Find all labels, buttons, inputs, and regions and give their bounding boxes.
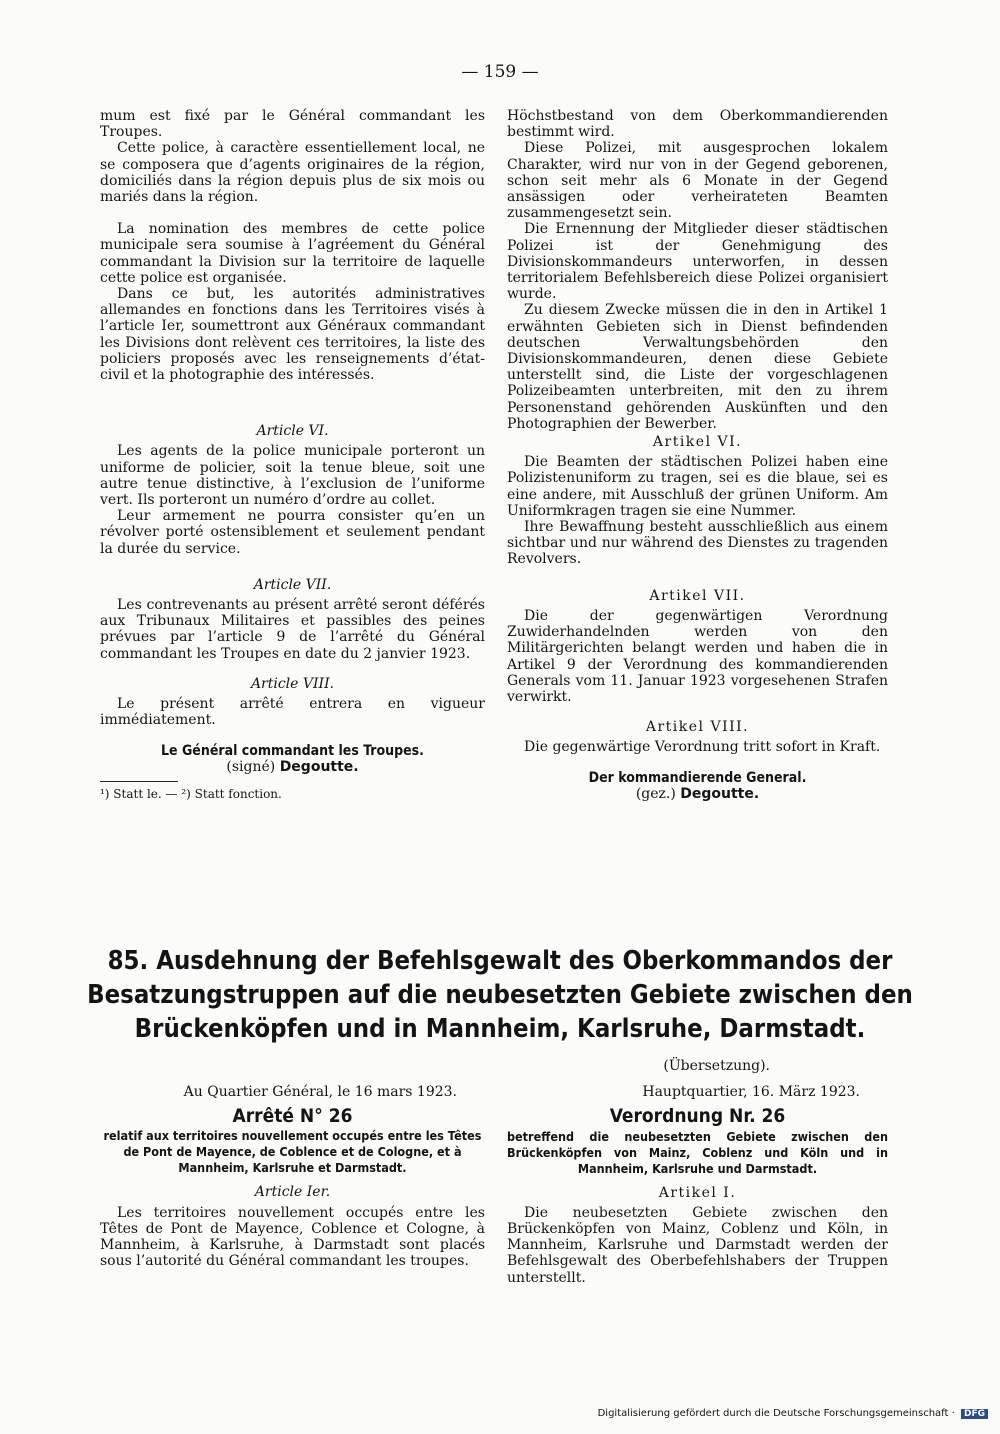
german-article-7-paragraph-1: Die der gegenwärtigen Verordnung Zuwiderhandelnden werden von den Militärgerichten belangt werden und haben die in Artikel 9 der Verordnung des kommandierenden Generals vom 11. Januar 1923 vorgesehenen Strafen verwirkt. (507, 607, 888, 705)
german-decree-column (507, 1058, 888, 1286)
credit-text: Digitalisierung gefördert durch die Deutsche Forschungsgemeinschaft · (597, 1408, 955, 1419)
french-paragraph-1: mum est fixé par le Général commandant les Troupes. (100, 108, 485, 141)
german-article-1-heading: Artikel I. (658, 1184, 737, 1201)
german-paragraph-3: Die Ernennung der Mitglieder dieser städtischen Polizei ist der Genehmigung des Divisionskommandeurs unterworfen, in dessen territorialem Befehlsbereich diese Polizei organisiert wurde. (507, 221, 888, 303)
french-article-7-paragraph-1: Les contrevenants au présent arrêté seront déférés aux Tribunaux Militaires et passibles des peines prévues par l’article 9 de l’arrêté du Général commandant les Troupes en date du 2 janvier 1923. (100, 597, 485, 662)
page-number: — 159 — (461, 62, 539, 82)
french-article-7-heading: Article VII. (253, 576, 332, 593)
german-article-1-paragraph-1: Die neubesetzten Gebiete zwischen den Brückenköpfen von Mainz, Coblenz und Köln, in Mannheim, Karlsruhe und Darmstadt werden der Befehlsgewalt des Oberbefehlshabers der Truppen unterstellt. (507, 1204, 888, 1286)
french-paragraph-3: La nomination des membres de cette police municipale sera soumise à l’agréement du Général commandant la Division sur la territoire de laquelle cette police est organisée. (100, 221, 485, 286)
french-place-date: Au Quartier Général, le 16 mars 1923. (183, 1084, 457, 1100)
french-article-6-paragraph-2: Leur armement ne pourra consister qu’en un révolver porté ostensiblement et seulement pendant la durée du service. (100, 508, 485, 557)
translation-note: (Übersetzung). (663, 1058, 770, 1074)
french-column (100, 108, 485, 802)
german-article-6-heading: Artikel VI. (652, 434, 743, 451)
dfg-logo: DFG (961, 1409, 988, 1419)
french-article-1-paragraph-1: Les territoires nouvellement occupés entre les Têtes de Pont de Mayence, Coblence et Cologne, à Mannheim, à Karlsruhe, à Darmstadt sont placés sous l’autorité du Général commandant les troupes. (100, 1204, 485, 1270)
footnotes: ¹) Statt le. — ²) Statt fonction. (100, 786, 282, 801)
digitization-credit (598, 1408, 988, 1419)
french-decree-column (100, 1058, 485, 1269)
german-place-date: Hauptquartier, 16. März 1923. (642, 1084, 860, 1101)
german-signature (507, 786, 888, 802)
german-paragraph-2: Diese Polizei, mit ausgesprochen lokalem Charakter, wird nur von in der Gegend geborenen, schon seit mehr als 6 Monate in der Gegend ansässigen oder verheirateten Beamten zusammengesetzt sein. (507, 140, 888, 222)
french-article-6-heading: Article VI. (256, 423, 329, 440)
french-decree-subject: relatif aux territoires nouvellement occupés entre les Têtes de Pont de Mayence, de Coblence et de Cologne, et à Mannheim, Karlsruhe et Darmstadt. (103, 1128, 482, 1176)
footnote-divider (100, 781, 178, 782)
french-signature (100, 759, 485, 775)
french-signature-prefix: (signé) (226, 758, 276, 775)
german-decree-title: Verordnung Nr. 26 (609, 1105, 786, 1128)
french-article-1-heading: Article Ier. (254, 1184, 331, 1201)
german-paragraph-1: Höchstbestand von dem Oberkommandierenden bestimmt wird. (507, 108, 888, 141)
german-article-8-paragraph-1: Die gegenwärtige Verordnung tritt sofort in Kraft. (524, 739, 881, 756)
german-signature-title: Der kommandierende General. (588, 769, 807, 786)
german-column (507, 108, 888, 802)
french-article-8-paragraph-1: Le présent arrêté entrera en vigueur immédiatement. (100, 696, 485, 729)
german-signature-prefix: (gez.) (635, 785, 676, 802)
german-article-6-paragraph-2: Ihre Bewaffnung besteht ausschließlich aus einem sichtbar und nur während des Dienstes zu tragenden Revolvers. (507, 519, 888, 568)
german-article-7-heading: Artikel VII. (649, 587, 746, 604)
french-signature-name: Degoutte. (279, 758, 359, 775)
french-article-8-heading: Article VIII. (250, 675, 335, 692)
french-article-6-paragraph-1: Les agents de la police municipale porteront un uniforme de policier, soit la tenue bleue, soit une autre tenue distinctive, à l’exclusion de l’uniforme vert. Ils porteront un numéro d’ordre au collet. (100, 443, 485, 509)
french-signature-title: Le Général commandant les Troupes. (161, 742, 424, 759)
french-paragraph-4: Dans ce but, les autorités administratives allemandes en fonctions dans les Territoires visés à l’article Ier, soumettront aux Généraux commandant les Divisions dont relèvent ces territoires, la liste des policiers proposés avec les renseignements d’état-civil et la photographie des intéressés. (100, 286, 485, 384)
german-article-6-paragraph-1: Die Beamten der städtischen Polizei haben eine Polizistenuniform zu tragen, sei es die blaue, sei es eine andere, mit Ausschluß der grünen Uniform. Am Uniformkragen tragen sie eine Nummer. (507, 454, 888, 519)
german-paragraph-4: Zu diesem Zwecke müssen die in den in Artikel 1 erwähnten Gebieten sich in Dienst befindenden deutschen Verwaltungsbehörden den Divisionskommandeuren, denen diese Gebiete unterstellt sind, die Liste der vorgeschlagenen Polizeibeamten unterbreiten, mit den zu ihrem Personenstand gehörenden Auskünften und den Photographien der Bewerber. (507, 302, 888, 432)
section-title: 85. Ausdehnung der Befehlsgewalt des Oberkommandos der Besatzungstruppen auf die neubesetzten Gebiete zwischen den Brückenköpfen und in Mannheim, Karlsruhe, Darmstadt. (87, 946, 913, 1044)
german-article-8-heading: Artikel VIII. (645, 719, 750, 736)
french-decree-title: Arrêté N° 26 (232, 1105, 353, 1128)
french-paragraph-2: Cette police, à caractère essentiellement local, ne se composera que d’agents originaires de la région, domiciliés dans la région depuis plus de six mois ou mariés dans la région. (100, 140, 485, 206)
german-signature-name: Degoutte. (680, 785, 760, 802)
german-decree-subject: betreffend die neubesetzten Gebiete zwischen den Brückenköpfen von Mainz, Coblenz und Köln und in Mannheim, Karlsruhe und Darmstadt. (507, 1128, 888, 1176)
